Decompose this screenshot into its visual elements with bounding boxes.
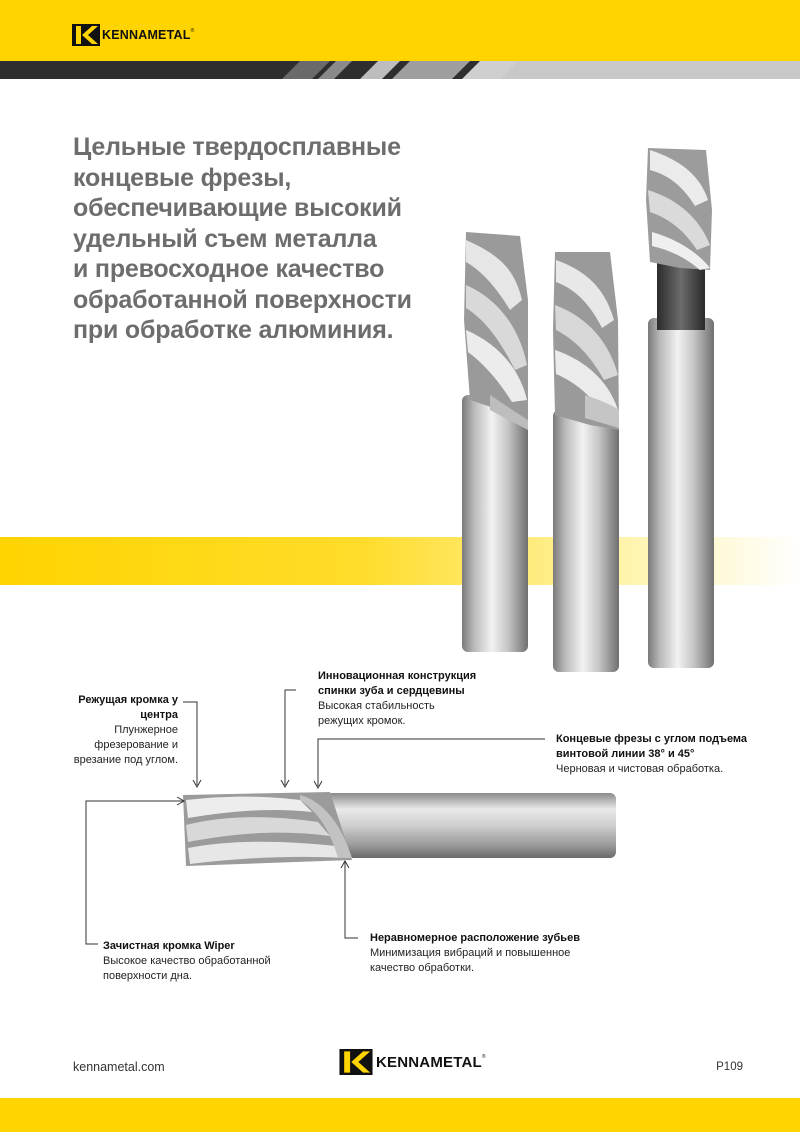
headline-line: концевые фрезы,	[73, 163, 292, 192]
callout-desc: поверхности дна.	[103, 970, 193, 982]
callout-desc: режущих кромок.	[318, 715, 406, 727]
headline-line: обработанной поверхности	[73, 285, 412, 314]
end-mill-tool-1	[462, 232, 528, 652]
footer-bar	[0, 1098, 800, 1132]
callout-desc: фрезерование и	[94, 739, 178, 751]
headline-line: удельный съем металла	[73, 224, 377, 253]
callout-innovative-design	[318, 669, 518, 729]
callout-title: винтовой линии 38° и 45°	[556, 748, 695, 760]
callout-helix-angle	[556, 732, 756, 777]
callout-title: Инновационная конструкция	[318, 670, 477, 682]
callout-title: Зачистная кромка Wiper	[103, 940, 235, 952]
callout-title: Неравномерное расположение зубьев	[370, 932, 580, 944]
footer-website-link[interactable]: kennametal.com	[73, 1060, 165, 1074]
callout-title: спинки зуба и сердцевины	[318, 685, 465, 697]
callout-title: Режущая кромка у	[78, 694, 178, 706]
callout-desc: врезание под углом.	[73, 754, 178, 766]
callout-title: центра	[140, 709, 178, 721]
kennametal-k-icon	[338, 1049, 374, 1075]
page-number: P109	[716, 1061, 743, 1073]
callout-desc: Черновая и чистовая обработка.	[556, 763, 724, 775]
headline-line: при обработке алюминия.	[73, 316, 394, 344]
callout-wiper-edge	[103, 939, 303, 984]
callout-title: Концевые фрезы с углом подъема	[556, 733, 748, 745]
headline-line: Цельные твердосплавные	[73, 133, 401, 161]
callout-desc: Минимизация вибраций и повышенное	[370, 947, 571, 959]
end-mill-tool-2	[553, 252, 619, 672]
callout-unequal-spacing	[370, 931, 600, 976]
callout-desc: Высокая стабильность	[318, 700, 435, 712]
end-mill-tool-horizontal	[183, 792, 616, 866]
headline-line: обеспечивающие высокий	[73, 194, 402, 222]
callout-desc: Плунжерное	[114, 724, 178, 736]
callout-desc: качество обработки.	[370, 962, 475, 974]
footer-logo-text: KENNAMETAL®	[376, 1053, 486, 1071]
headline-line: и превосходное качество	[73, 255, 385, 283]
footer-logo	[338, 1049, 486, 1075]
callout-center-cut	[40, 693, 178, 768]
header-logo-text: KENNAMETAL®	[102, 28, 195, 42]
end-mill-tool-3	[646, 148, 714, 668]
callout-desc: Высокое качество обработанной	[103, 955, 271, 967]
